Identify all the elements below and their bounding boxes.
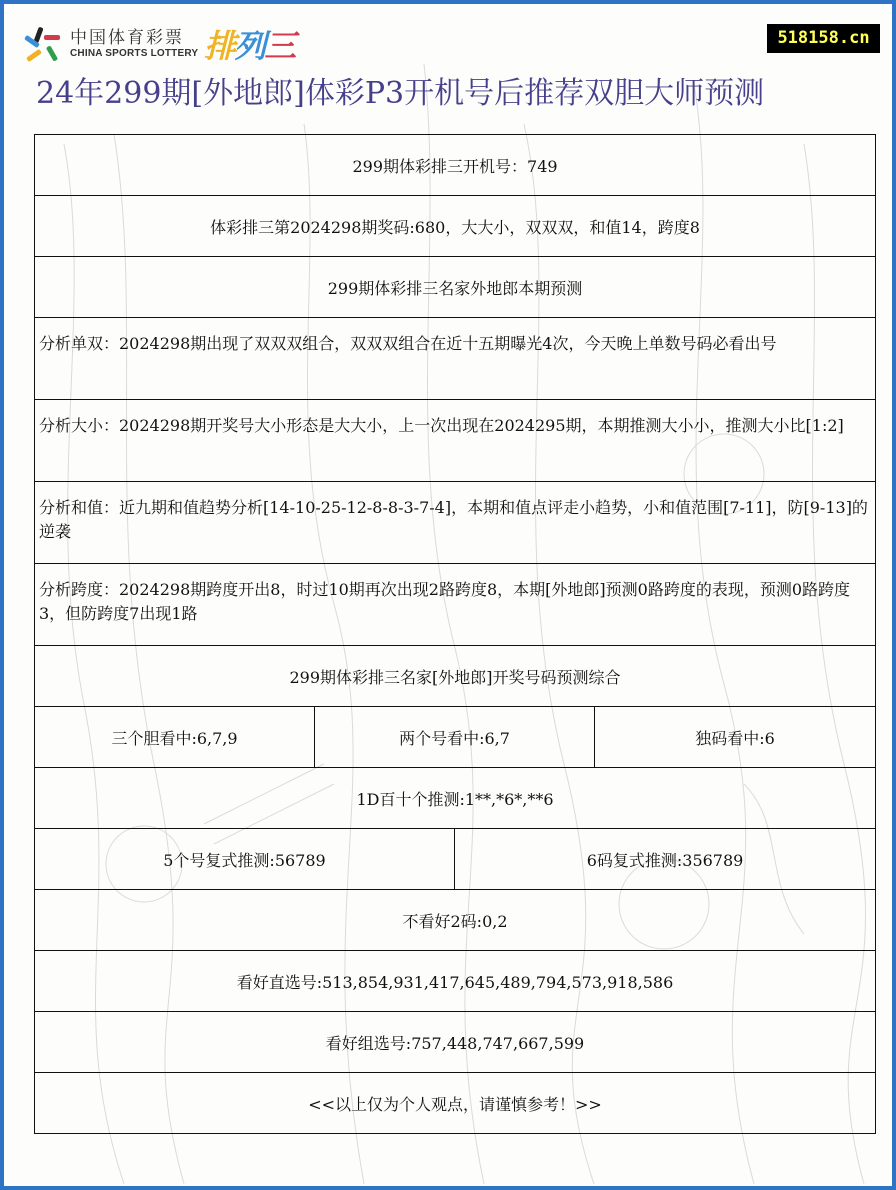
three-dan-cell: 三个胆看中:6,7,9 [35, 707, 315, 768]
analysis-size-cell: 分析大小：2024298期开奖号大小形态是大大小，上一次出现在2024295期，本期推测大小小，推测大小比[1:2] [35, 400, 876, 482]
analysis-odd-even-cell: 分析单双：2024298期出现了双双双组合，双双双组合在近十五期曝光4次，今天晚上单数号码必看出号 [35, 318, 876, 400]
table-row [35, 257, 876, 318]
prediction-table [34, 134, 876, 1134]
table-row [35, 890, 876, 951]
last-draw-cell: 体彩排三第2024298期奖码:680，大大小，双双双，和值14，跨度8 [35, 196, 876, 257]
table-row [35, 1012, 876, 1073]
table-row [35, 951, 876, 1012]
table-row [35, 646, 876, 707]
site-badge: 518158.cn [767, 24, 880, 53]
single-dan-cell: 独码看中:6 [595, 707, 876, 768]
table-row [35, 196, 876, 257]
china-sports-lottery-logo [22, 22, 294, 66]
group-picks-cell: 看好组选号:757,448,747,667,599 [35, 1012, 876, 1073]
table-row [35, 135, 876, 196]
exclude-cell: 不看好2码:0,2 [35, 890, 876, 951]
logo-char-1: 排 [204, 27, 235, 65]
two-dan-cell: 两个号看中:6,7 [315, 707, 595, 768]
summary-title-cell: 299期体彩排三名家[外地郎]开奖号码预测综合 [35, 646, 876, 707]
open-number-cell: 299期体彩排三开机号：749 [35, 135, 876, 196]
table-row [35, 707, 876, 768]
page-title: 24年299期[外地郎]体彩P3开机号后推荐双胆大师预测 [36, 76, 765, 111]
logo-char-3: 三 [264, 27, 295, 65]
five-combo-cell: 5个号复式推测:56789 [35, 829, 455, 890]
analysis-span-cell: 分析跨度：2024298期跨度开出8，时过10期再次出现2路跨度8，本期[外地郎]预测0路跨度的表现，预测0路跨度3，但防跨度7出现1路 [35, 564, 876, 646]
logo-cn-text: 中国体育彩票 [70, 28, 184, 48]
logo-en-text: CHINA SPORTS LOTTERY [70, 48, 199, 59]
lottery-star-icon [22, 23, 64, 65]
table-row [35, 768, 876, 829]
disclaimer-cell: <<以上仅为个人观点，请谨慎参考！>> [35, 1073, 876, 1134]
pailie3-logo [204, 21, 294, 67]
table-row [35, 1073, 876, 1134]
direct-picks-cell: 看好直选号:513,854,931,417,645,489,794,573,918,586 [35, 951, 876, 1012]
section-title-cell: 299期体彩排三名家外地郎本期预测 [35, 257, 876, 318]
six-combo-cell: 6码复式推测:356789 [455, 829, 876, 890]
table-row [35, 400, 876, 482]
logo-char-2: 列 [234, 27, 265, 65]
table-row [35, 482, 876, 564]
position-1d-cell: 1D百十个推测:1**,*6*,**6 [35, 768, 876, 829]
table-row [35, 318, 876, 400]
analysis-sum-cell: 分析和值：近九期和值趋势分析[14-10-25-12-8-8-3-7-4]，本期和值点评走小趋势，小和值范围[7-11]，防[9-13]的逆袭 [35, 482, 876, 564]
table-row [35, 564, 876, 646]
table-row [35, 829, 876, 890]
